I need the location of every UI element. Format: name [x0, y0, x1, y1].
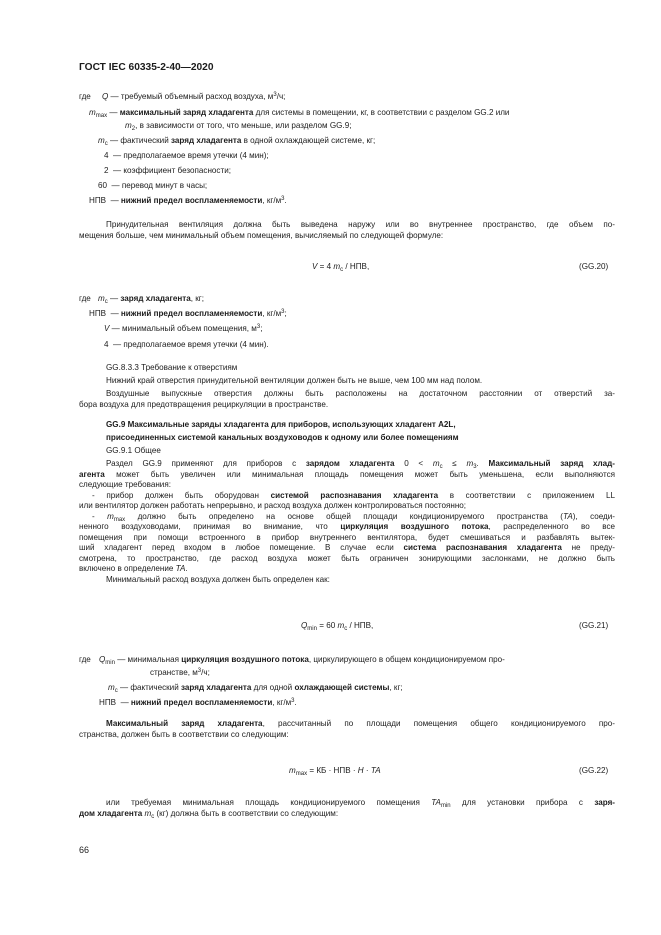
def2-npv: НПВ — нижний предел воспламеняемости, $кг/м^3$;: [89, 309, 287, 318]
def-mmax: $m_{max}$ — максимальный заряд хладагента для системы в помещении, кг, в соответствии с разделом GG.2 или: [89, 108, 510, 119]
gg9-heading-2: присоединенных системой канальных воздуховодов к одному или более помещениям: [106, 433, 459, 442]
formula-gg22: $m_{max}$ = КБ · НПВ · H · TA: [289, 766, 381, 777]
bullet2-line2: ненного воздуховодами, принимая во внимание, что циркуляция воздушного потока, распределенного во все: [79, 522, 615, 532]
gg91-line2: агента может быть увеличен или минимальная площадь помещения может быть уменьшена, если выполняются: [79, 469, 615, 479]
para-last-line1: или требуемая минимальная площадь кондиционируемого помещения $TA_{min}$ для установки прибора с заря-: [106, 798, 615, 809]
bullet1-line2: или вентилятор должен работать непрерывно, и расход воздуха должен контролироваться постоянно;: [79, 501, 467, 511]
bullet2-line6: включено в определение TA.: [79, 564, 188, 574]
bullet2-line5: смотрена, то пространство, где расход воздуха может быть ограничен зонирующими заслонками, не должно быть: [79, 553, 615, 563]
gg9-heading-1: GG.9 Максимальные заряды хладагента для приборов, использующих хладагент A2L,: [106, 420, 456, 429]
def-four: 4 — предполагаемое время утечки (4 мин);: [104, 151, 269, 160]
where-label: где: [79, 92, 91, 101]
gg91-min-airflow-line: Минимальный расход воздуха должен быть определен как:: [106, 574, 330, 584]
gg91-line1: Раздел GG.9 применяют для приборов с зарядом хладагента $0 < m_c \le m_3$. Максимальный заряд хлад-: [106, 459, 615, 470]
para-max-line1: Максимальный заряд хладагента, рассчитанный по площади помещения общего кондиционируемого про-: [106, 719, 615, 728]
def-two: 2 — коэффициент безопасности;: [104, 166, 231, 175]
formula-gg20-number: (GG.20): [579, 262, 609, 271]
bullet2-line3: помещения при помощи встроенного в прибор внутреннего вентилятора, будет смешиваться и разбавлять вытек-: [79, 532, 615, 542]
formula-gg21-number: (GG.21): [579, 621, 609, 630]
formula-gg21: $Q_{min} = 60$ $m_c$ / НПВ,: [301, 621, 374, 632]
bullet2-line1: - $m_{max}$ должно быть определено на основе общей площади кондиционируемого пространства (TA), соеди-: [92, 511, 615, 523]
def3-npv: НПВ — нижний предел воспламеняемости, $кг/м^3$.: [99, 698, 297, 707]
paragraph-max-charge: [79, 719, 615, 740]
document-header: ГОСТ IEC 60335-2-40—2020: [79, 62, 214, 73]
para-max-line2: странства, должен быть в соответствии со следующим:: [79, 729, 289, 739]
paragraph-ventilation: [79, 220, 615, 241]
def2-four: 4 — предполагаемое время утечки (4 мин).: [104, 340, 269, 349]
def-mc: $m_c$ — фактический заряд хладагента в одной охлаждающей системе, кг;: [98, 136, 376, 147]
page-number: 66: [79, 845, 90, 855]
para-last-line2: дом хладагента $m_c$ (кг) должна быть в соответствии со следующим:: [79, 808, 339, 820]
gg91-title: GG.9.1 Общее: [106, 446, 161, 455]
para1-line1: Принудительная вентиляция должна быть выведена наружу или во внутреннее пространство, где объем по-: [106, 220, 615, 229]
def-npv: НПВ — нижний предел воспламеняемости, $кг/м^3$.: [89, 196, 287, 205]
gg833-title: GG.8.3.3 Требование к отверстиям: [106, 363, 238, 372]
formula-gg22-number: (GG.22): [579, 766, 609, 775]
bullet2-line4: ший хладагент перед входом в любое помещение. В случае если система распознавания хладагента не преду-: [79, 543, 615, 553]
paragraph-min-area: [79, 798, 615, 819]
def-sixty: 60 — перевод минут в часы;: [98, 181, 208, 190]
where-label-2: где: [79, 294, 91, 303]
def3-qmin-line2: странстве, $м^3/ч$;: [150, 668, 210, 677]
def-mmax-line2: $m_2$, в зависимости от того, что меньше, или разделом GG.9;: [125, 121, 352, 132]
gg833-line2: Воздушные выпускные отверстия должны быть расположены на достаточном расстоянии от отверстий за-: [106, 389, 615, 398]
gg833-line3: бора воздуха для предотвращения рециркуляции в пространстве.: [79, 399, 329, 409]
gg833-para: [79, 389, 615, 410]
def2-mc: $m_c$ — заряд хладагента, кг;: [98, 294, 204, 305]
gg91-para: [79, 459, 615, 585]
formula-gg20: V = 4 $m_c$ / НПВ,: [312, 262, 370, 273]
gg833-line1: Нижний край отверстия принудительной вентиляции должен быть не выше, чем 100 мм над полом.: [106, 376, 483, 385]
def3-mc: $m_c$ — фактический заряд хладагента для одной охлаждающей системы, кг;: [108, 683, 403, 694]
para1-line2: мещения больше, чем минимальный объем помещения, вычисляемый по следующей формуле:: [79, 230, 444, 240]
def3-qmin: $Q_{min}$ — минимальная циркуляция воздушного потока, циркулирующего в общем кондиционируемом про-: [99, 655, 505, 666]
gg91-line3: следующие требования:: [79, 480, 171, 490]
where-label-3: где: [79, 655, 91, 664]
def-q: Q — требуемый объемный расход воздуха, $м^3/ч$;: [102, 92, 286, 101]
bullet1-line1: - прибор должен быть оборудован системой распознавания хладагента в соответствии с приложением LL: [92, 490, 615, 500]
def2-v: V — минимальный объем помещения, $м^3$;: [104, 324, 263, 333]
